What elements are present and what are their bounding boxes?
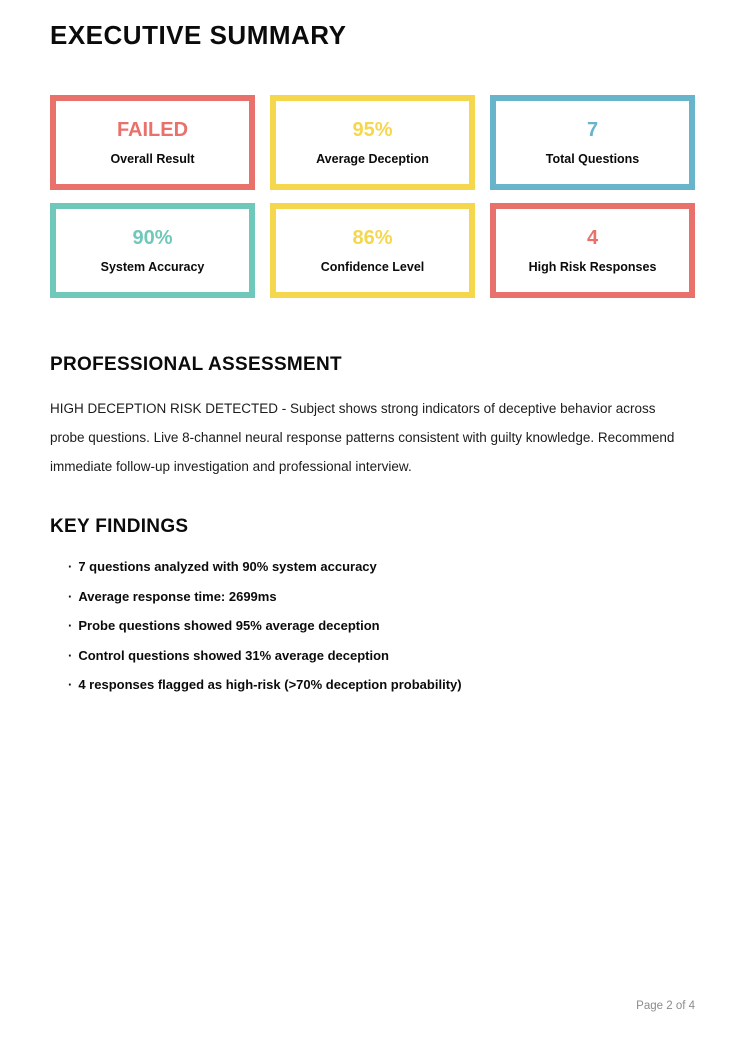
stat-card [270, 203, 475, 298]
stat-card [490, 203, 695, 298]
assessment-body-text: HIGH DECEPTION RISK DETECTED - Subject shows strong indicators of deceptive behavior across probe questions. Live 8-channel neural response patterns consistent with guilty knowledge. Recommend immediate follow-up investigation and professional interview. [50, 401, 675, 474]
bullet-icon: · [68, 618, 73, 633]
stat-cards-grid [50, 95, 695, 298]
stat-card-label: Total Questions [545, 151, 640, 166]
stat-card-label: Average Deception [316, 151, 429, 166]
finding-item [50, 678, 695, 691]
findings-heading: KEY FINDINGS [50, 516, 189, 537]
page-number: Page 2 of 4 [636, 1000, 695, 1012]
stat-card-label: High Risk Responses [528, 259, 657, 274]
finding-item [50, 649, 695, 662]
stat-card-value: 7 [586, 118, 599, 141]
finding-text: 4 responses flagged as high-risk (>70% deception probability) [78, 677, 462, 692]
page-title: EXECUTIVE SUMMARY [50, 20, 347, 50]
bullet-icon: · [68, 588, 73, 604]
stat-card-label: Confidence Level [320, 259, 425, 274]
finding-item [50, 619, 695, 632]
stat-card-label: System Accuracy [100, 259, 205, 274]
finding-text: 7 questions analyzed with 90% system accuracy [78, 559, 377, 574]
stat-card [50, 95, 255, 190]
stat-card-label: Overall Result [110, 151, 195, 166]
stat-card [490, 95, 695, 190]
assessment-heading: PROFESSIONAL ASSESSMENT [50, 354, 342, 375]
stat-card [50, 203, 255, 298]
finding-item [50, 560, 695, 573]
stat-card-value: 95% [352, 118, 393, 141]
stat-card-value: 90% [132, 226, 173, 249]
finding-item [50, 590, 695, 603]
bullet-icon: · [68, 677, 73, 692]
stat-card-value: 4 [586, 226, 599, 249]
finding-text: Average response time: 2699ms [78, 588, 277, 604]
stat-card [270, 95, 475, 190]
bullet-icon: · [68, 647, 73, 663]
finding-text: Probe questions showed 95% average deception [78, 618, 380, 633]
stat-card-value: FAILED [116, 118, 189, 141]
bullet-icon: · [68, 559, 73, 574]
findings-list [50, 560, 695, 691]
finding-text: Control questions showed 31% average deception [78, 647, 389, 663]
stat-card-value: 86% [352, 226, 393, 249]
